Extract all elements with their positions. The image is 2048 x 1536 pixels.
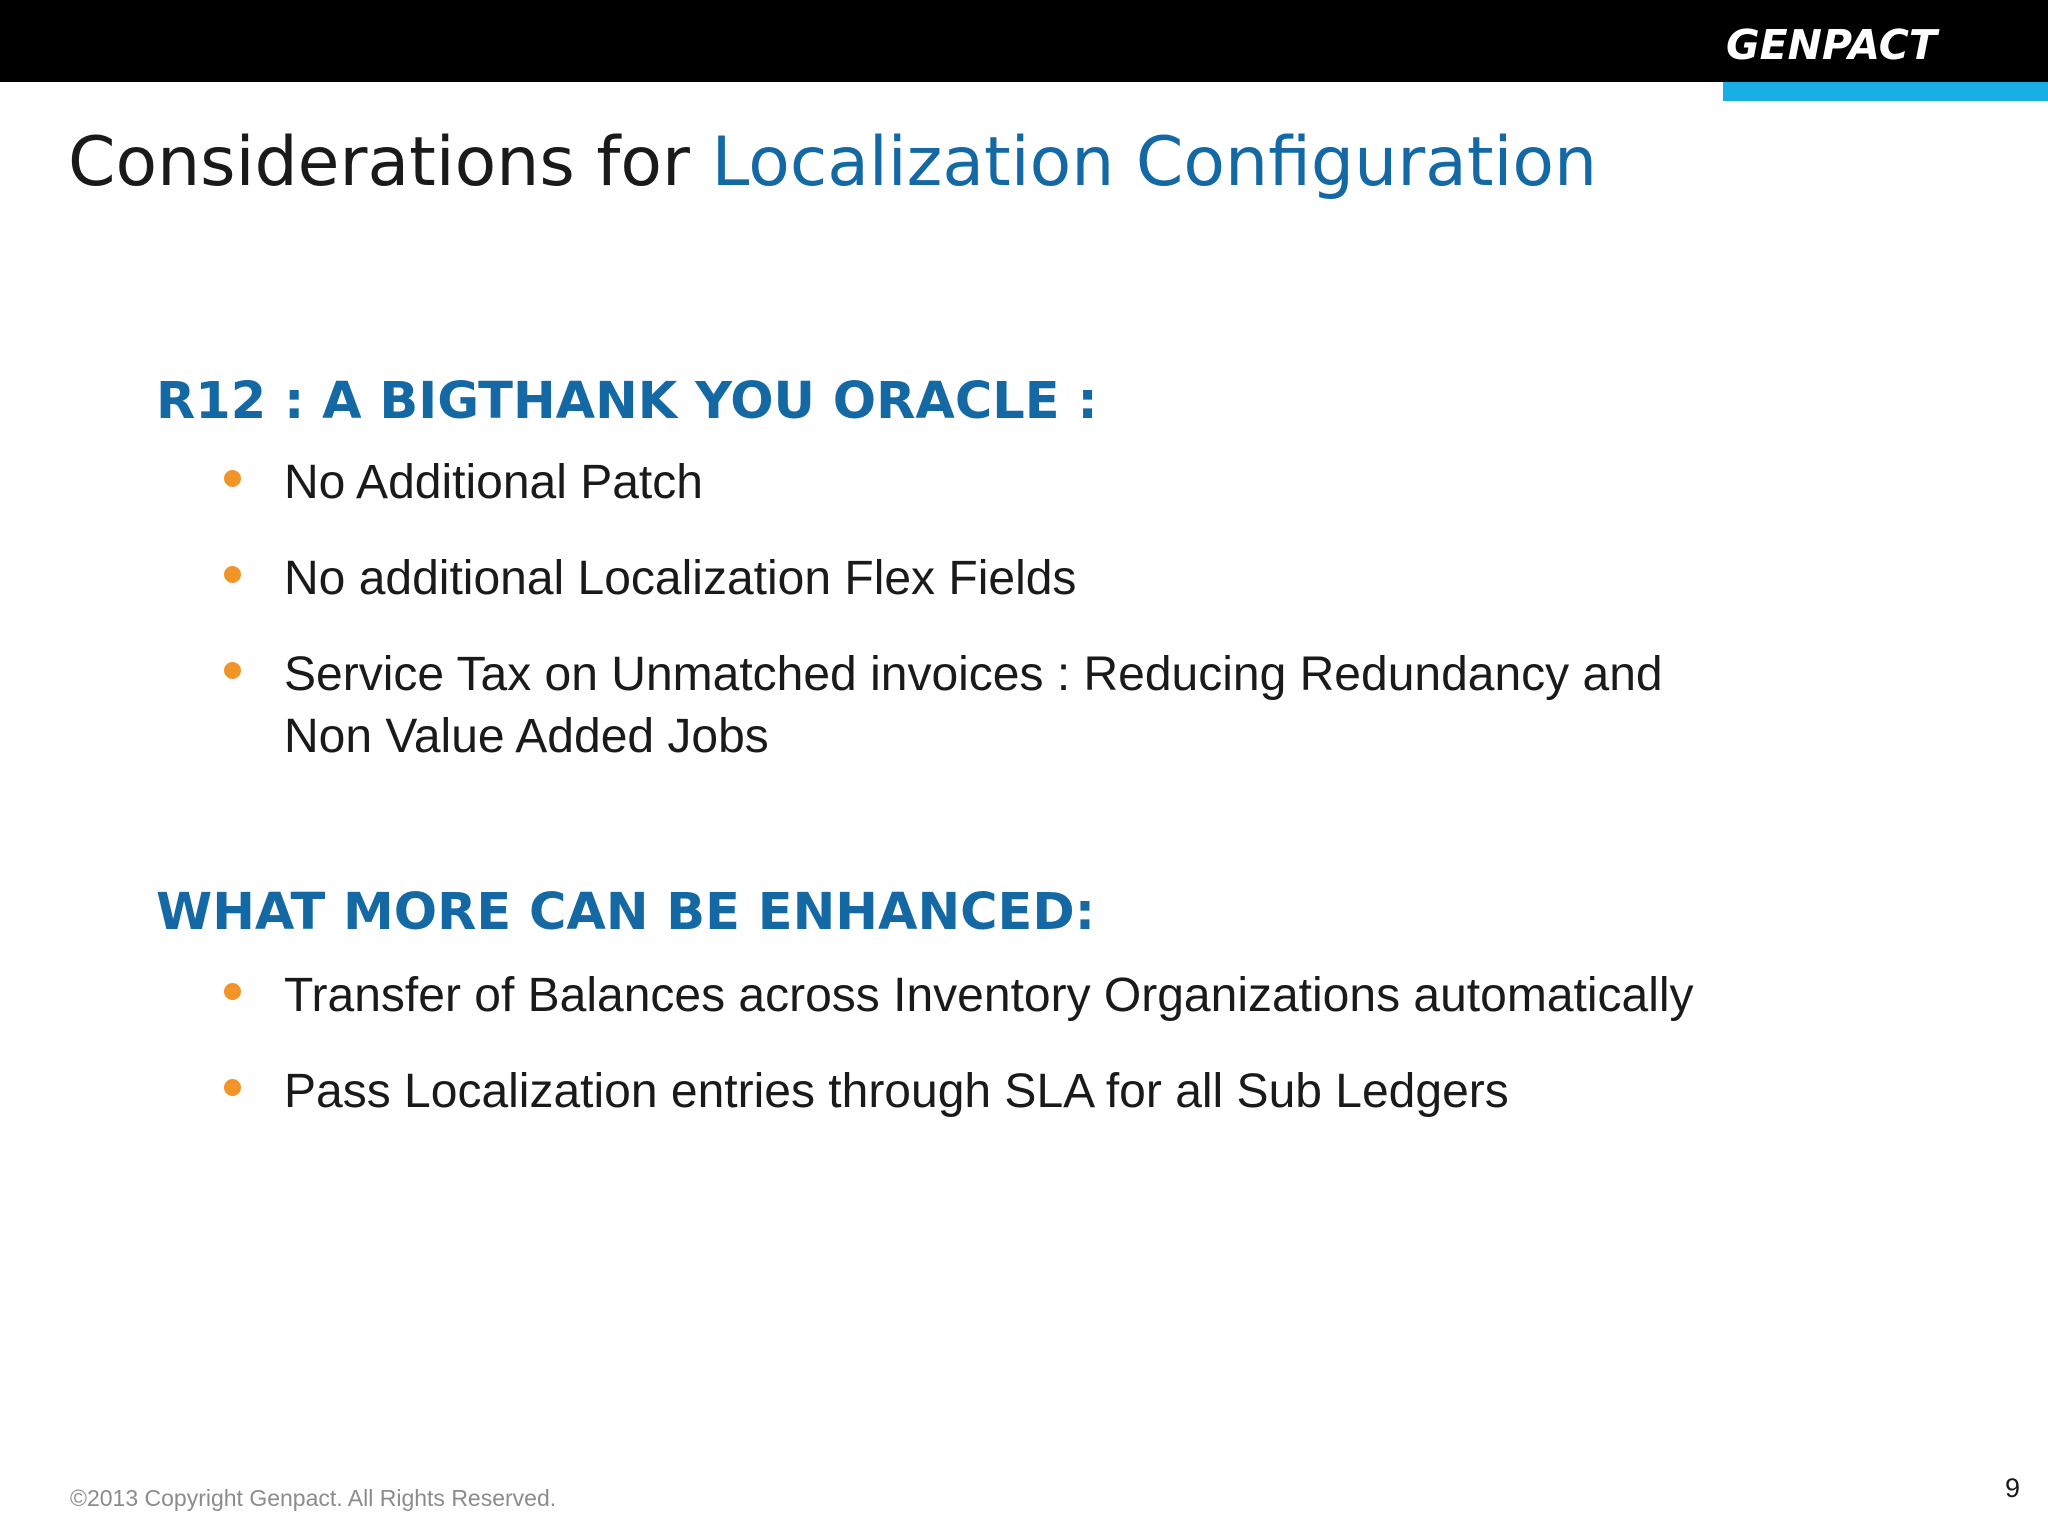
title-accent: Localization Configuration: [711, 123, 1598, 202]
bullet-list-r12: [218, 452, 1718, 802]
bullet-text: No additional Localization Flex Fields: [284, 552, 1077, 605]
slide-title: [68, 118, 1768, 208]
list-item: [218, 548, 1718, 610]
bullet-text: No Additional Patch: [284, 456, 703, 509]
section-heading-enhancements: WHAT MORE CAN BE ENHANCED:: [156, 883, 1096, 942]
page-number: 9: [2004, 1473, 2020, 1503]
list-item: [218, 644, 1718, 768]
bullet-text: Transfer of Balances across Inventory Organizations automatically: [284, 969, 1694, 1022]
bullet-list-enhancements: [218, 965, 1718, 1157]
bullet-dot-icon: [224, 470, 241, 487]
bullet-dot-icon: [224, 566, 241, 583]
bullet-dot-icon: [224, 1079, 241, 1096]
list-item: [218, 452, 1718, 514]
bullet-dot-icon: [224, 662, 241, 679]
list-item: [218, 965, 1718, 1027]
brand-stripe: [1723, 82, 2048, 101]
copyright-footer: ©2013 Copyright Genpact. All Rights Reserved.: [70, 1485, 557, 1511]
bullet-text: Service Tax on Unmatched invoices : Reducing Redundancy and Non Value Added Jobs: [284, 648, 1663, 763]
title-prefix: Considerations for: [68, 123, 712, 202]
list-item: [218, 1061, 1718, 1123]
bullet-text: Pass Localization entries through SLA for all Sub Ledgers: [284, 1065, 1509, 1118]
bullet-dot-icon: [224, 983, 241, 1000]
genpact-logo: GENPACT: [1726, 21, 1937, 69]
section-heading-r12: R12 : A BIGTHANK YOU ORACLE :: [156, 372, 1098, 431]
